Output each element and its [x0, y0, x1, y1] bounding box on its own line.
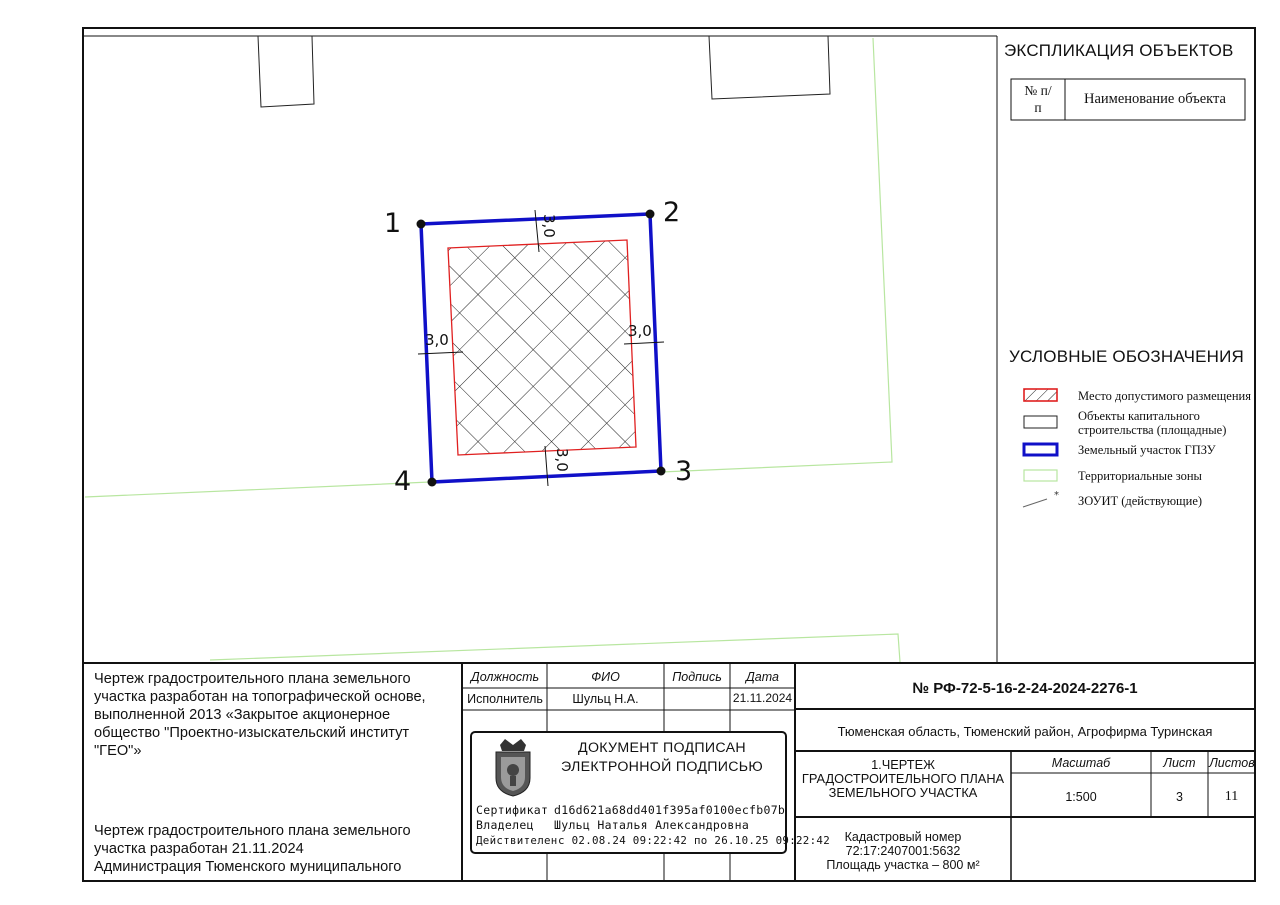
stamp-cert-label: Сертификат: [476, 803, 549, 817]
explication-col-number-line1: № п/: [1024, 83, 1052, 98]
legend-label-land-plot: Земельный участок ГПЗУ: [1078, 443, 1216, 457]
setback-label-top: 3,0: [540, 214, 558, 238]
stamp-cert-value: d16d621a68dd401f395af0100ecfb07b: [554, 803, 786, 817]
territorial-zone-boundary-lower: [210, 634, 900, 662]
sheet-value: 3: [1176, 790, 1183, 804]
document-number: № РФ-72-5-16-2-24-2024-2276-1: [912, 680, 1138, 697]
setback-label-bottom: 3,0: [553, 448, 571, 472]
plot-area: Площадь участка – 800 м²: [826, 858, 980, 872]
point-label-2: 2: [663, 197, 681, 228]
corner-point-4: [428, 478, 437, 487]
legend-label-capital-object-line1: Объекты капитального: [1078, 409, 1200, 423]
explication-col-name: Наименование объекта: [1084, 91, 1226, 107]
explication-title: ЭКСПЛИКАЦИЯ ОБЪЕКТОВ: [1004, 41, 1234, 60]
scale-label: Масштаб: [1051, 756, 1111, 770]
note-topographic-basis: [94, 670, 459, 760]
legend-label-capital-object: [1078, 409, 1226, 437]
corner-point-1: [417, 220, 426, 229]
setback-label-right: 3,0: [628, 322, 652, 340]
note-bottom-line-2: участка разработан 21.11.2024: [94, 841, 304, 857]
setback-bottom-dim-line: [545, 446, 548, 486]
note-top-line-5: "ГЕО"»: [94, 743, 142, 759]
stamp-valid-label: Действителен: [476, 834, 558, 847]
stamp-title-line1: ДОКУМЕНТ ПОДПИСАН: [578, 740, 746, 756]
sheet-title-line2: ГРАДОСТРОИТЕЛЬНОГО ПЛАНА: [801, 771, 1005, 786]
legend-symbol-zouit: [1023, 490, 1059, 507]
legend-label-territorial-zone: Территориальные зоны: [1078, 469, 1202, 483]
legend-symbol-capital-object: [1024, 416, 1057, 428]
corner-point-2: [646, 210, 655, 219]
capital-object-right: [709, 36, 830, 99]
explication-col-number: [1012, 82, 1064, 116]
executor-date: 21.11.2024: [732, 691, 793, 705]
explication-col-number-line2: п: [1034, 100, 1042, 115]
legend-symbol-land-plot: [1024, 444, 1057, 455]
header-date: Дата: [746, 670, 779, 684]
coat-of-arms-icon: [496, 739, 530, 796]
stamp-title-line2: ЭЛЕКТРОННОЙ ПОДПИСЬЮ: [560, 759, 764, 775]
svg-text:*: *: [1054, 490, 1059, 501]
sheet-label: Лист: [1163, 756, 1196, 770]
legend-label-capital-object-line2: строительства (площадные): [1078, 423, 1227, 437]
permitted-placement-zone: [448, 240, 636, 455]
legend-title: УСЛОВНЫЕ ОБОЗНАЧЕНИЯ: [1009, 347, 1245, 366]
note-bottom-line-3: Администрация Тюменского муниципального: [94, 859, 402, 875]
note-developed-by: [94, 822, 459, 876]
note-bottom-line-1: Чертеж градостроительного плана земельного: [94, 823, 411, 839]
point-label-1: 1: [384, 208, 402, 239]
cadastral-label: Кадастровый номер: [844, 830, 962, 844]
stamp-owner-value: Шульц Наталья Александровна: [554, 818, 750, 832]
stamp-valid-value: с 02.08.24 09:22:42 по 26.10.25 09:22:42: [558, 834, 831, 847]
sheets-value: 11: [1224, 789, 1239, 804]
note-top-line-1: Чертеж градостроительного плана земельного: [94, 671, 411, 687]
cadastral-number: 72:17:2407001:5632: [845, 844, 961, 858]
legend-label-permitted-zone: Место допустимого размещения: [1078, 389, 1251, 403]
point-label-3: 3: [675, 456, 693, 487]
header-position: Должность: [470, 670, 540, 684]
plot-location: Тюменская область, Тюменский район, Агрофирма Туринская: [837, 724, 1213, 739]
note-top-line-2: участка разработан на топографической основе,: [94, 689, 426, 705]
stamp-title: [540, 739, 784, 777]
legend-symbol-territorial-zone: [1024, 470, 1057, 481]
corner-point-3: [657, 467, 666, 476]
setback-label-left: 3,0: [425, 331, 449, 349]
sheet-title-line1: 1.ЧЕРТЕЖ: [871, 757, 935, 772]
legend-label-zouit: ЗОУИТ (действующие): [1078, 494, 1203, 508]
executor-name: Шульц Н.А.: [572, 692, 639, 706]
stamp-owner-label: Владелец: [476, 818, 534, 832]
header-signature: Подпись: [672, 670, 722, 684]
sheet-title-line3: ЗЕМЕЛЬНОГО УЧАСТКА: [828, 785, 978, 800]
note-top-line-3: выполненной 2013 «Закрытое акционерное: [94, 707, 391, 723]
capital-object-left: [258, 36, 314, 107]
cadastral-info: [796, 830, 1010, 872]
header-name: ФИО: [591, 670, 620, 684]
executor-position: Исполнитель: [467, 692, 543, 706]
point-label-4: 4: [394, 466, 412, 497]
sheets-label: Листов: [1209, 756, 1255, 770]
legend-symbol-permitted-zone: [1024, 389, 1057, 401]
scale-value: 1:500: [1065, 790, 1097, 804]
note-top-line-4: общество "Проектно-изыскательский институт: [94, 725, 410, 741]
sheet-title: [796, 758, 1010, 800]
